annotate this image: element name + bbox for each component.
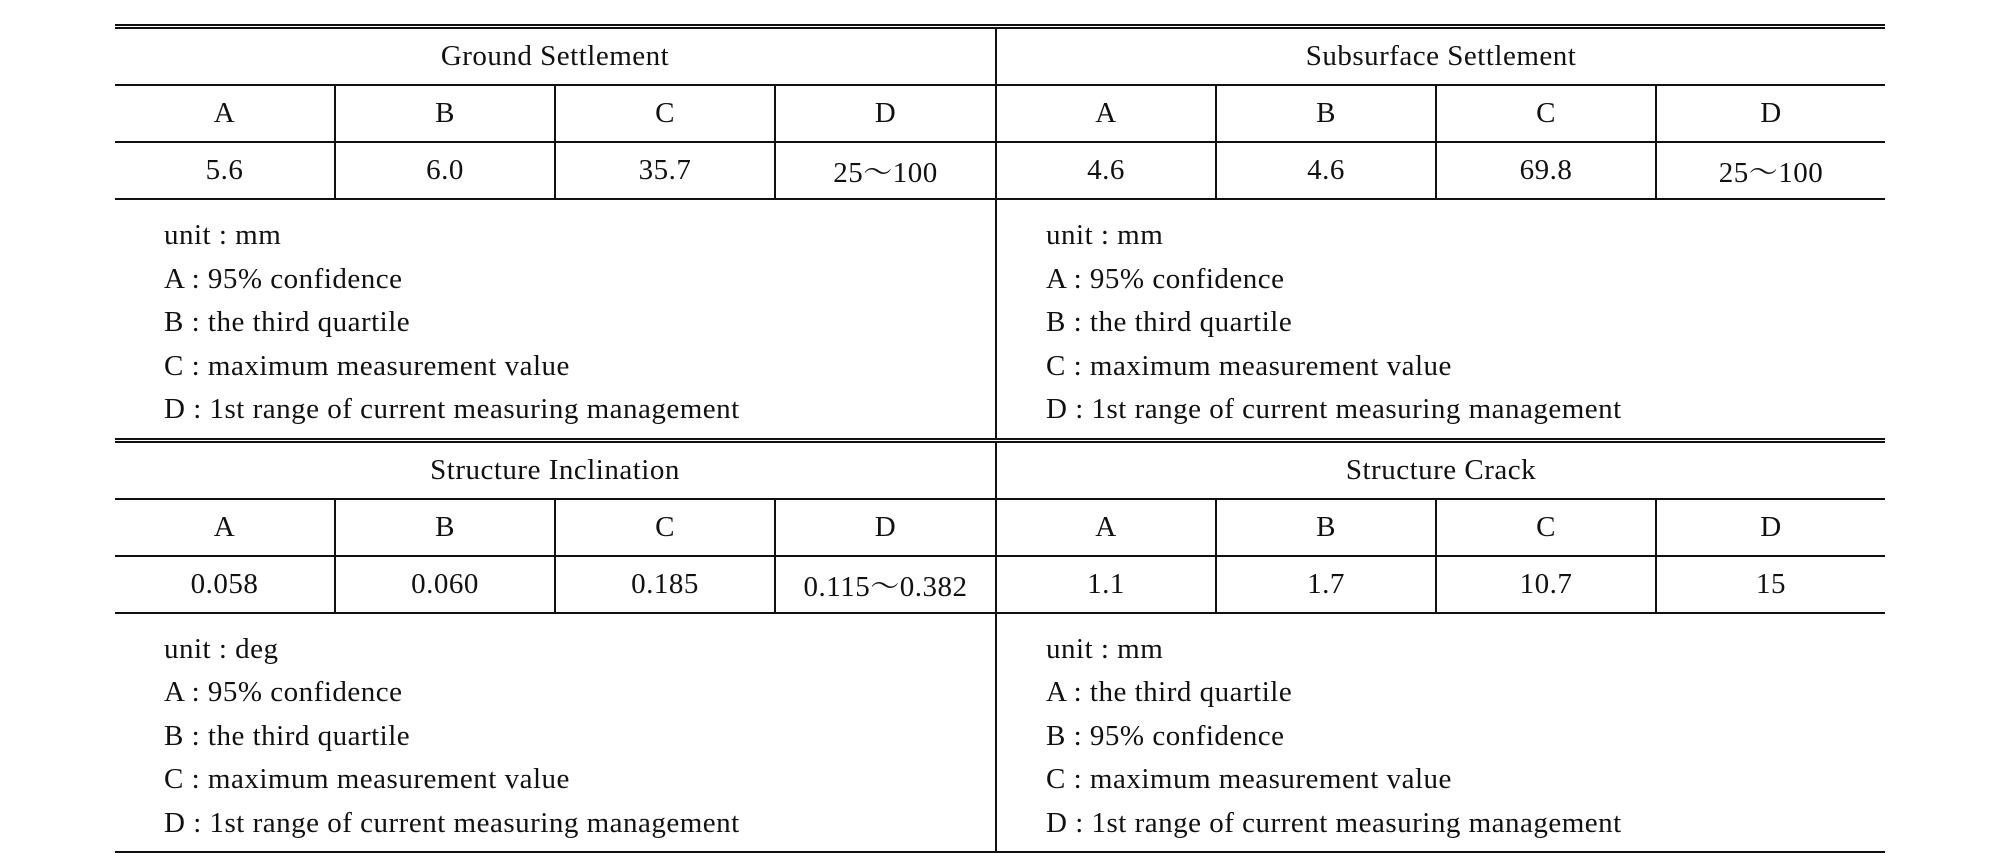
column-header: B bbox=[1216, 499, 1436, 556]
value-row bbox=[115, 556, 1885, 613]
results-table bbox=[115, 24, 1885, 853]
statistics-table bbox=[115, 24, 1885, 853]
value-cell: 25～100 bbox=[1656, 142, 1885, 199]
legend-line: A : 95% confidence bbox=[164, 676, 403, 708]
legend-line: unit : mm bbox=[1046, 632, 1164, 665]
legend-line: B : the third quartile bbox=[164, 719, 411, 752]
legend-notes bbox=[115, 613, 996, 853]
legend-line: D : 1st range of current measuring management bbox=[1046, 806, 1622, 839]
value-cell: 0.058 bbox=[115, 556, 335, 613]
legend-notes bbox=[996, 613, 1885, 853]
value-cell: 25～100 bbox=[775, 142, 996, 199]
section-title: Structure Crack bbox=[996, 440, 1885, 499]
legend-line: unit : mm bbox=[164, 219, 282, 251]
value-cell: 0.060 bbox=[335, 556, 555, 613]
value-cell: 15 bbox=[1656, 556, 1885, 613]
legend-line: D : 1st range of current measuring management bbox=[164, 806, 740, 839]
section-title: Structure Inclination bbox=[115, 440, 996, 499]
legend-line: D : 1st range of current measuring management bbox=[1046, 393, 1622, 425]
column-header: C bbox=[555, 85, 775, 142]
column-header: A bbox=[996, 85, 1216, 142]
value-cell: 35.7 bbox=[555, 142, 775, 199]
value-cell: 1.7 bbox=[1216, 556, 1436, 613]
column-header: B bbox=[335, 499, 555, 556]
legend-line: A : 95% confidence bbox=[164, 262, 403, 295]
legend-line: A : 95% confidence bbox=[1046, 262, 1285, 295]
legend-line: C : maximum measurement value bbox=[164, 763, 570, 795]
legend-line: unit : mm bbox=[1046, 219, 1164, 251]
section-title: Ground Settlement bbox=[115, 27, 996, 86]
legend-line: C : maximum measurement value bbox=[164, 349, 570, 382]
column-header: A bbox=[996, 499, 1216, 556]
column-header: D bbox=[775, 499, 996, 556]
column-header: B bbox=[1216, 85, 1436, 142]
legend-line: D : 1st range of current measuring management bbox=[164, 393, 740, 425]
legend-line: C : maximum measurement value bbox=[1046, 763, 1452, 795]
legend-line: unit : deg bbox=[164, 632, 279, 665]
section-title-row bbox=[115, 440, 1885, 499]
column-header: C bbox=[1436, 85, 1656, 142]
column-header-row bbox=[115, 85, 1885, 142]
column-header: A bbox=[115, 499, 335, 556]
value-row bbox=[115, 142, 1885, 199]
value-cell: 5.6 bbox=[115, 142, 335, 199]
column-header: D bbox=[1656, 85, 1885, 142]
value-cell: 6.0 bbox=[335, 142, 555, 199]
value-cell: 1.1 bbox=[996, 556, 1216, 613]
value-cell: 0.185 bbox=[555, 556, 775, 613]
value-cell: 69.8 bbox=[1436, 142, 1656, 199]
legend-line: B : the third quartile bbox=[164, 306, 411, 338]
column-header: D bbox=[775, 85, 996, 142]
legend-row bbox=[115, 613, 1885, 853]
value-cell: 4.6 bbox=[996, 142, 1216, 199]
legend-notes bbox=[115, 199, 996, 440]
value-cell: 10.7 bbox=[1436, 556, 1656, 613]
legend-line: A : the third quartile bbox=[1046, 676, 1293, 708]
section-title-row bbox=[115, 27, 1885, 86]
value-cell: 4.6 bbox=[1216, 142, 1436, 199]
column-header: C bbox=[555, 499, 775, 556]
column-header: C bbox=[1436, 499, 1656, 556]
column-header: A bbox=[115, 85, 335, 142]
section-title: Subsurface Settlement bbox=[996, 27, 1885, 86]
legend-line: C : maximum measurement value bbox=[1046, 349, 1452, 382]
column-header-row bbox=[115, 499, 1885, 556]
value-cell: 0.115～0.382 bbox=[775, 556, 996, 613]
column-header: B bbox=[335, 85, 555, 142]
legend-row bbox=[115, 199, 1885, 440]
legend-line: B : the third quartile bbox=[1046, 306, 1293, 338]
column-header: D bbox=[1656, 499, 1885, 556]
legend-notes bbox=[996, 199, 1885, 440]
legend-line: B : 95% confidence bbox=[1046, 719, 1285, 752]
